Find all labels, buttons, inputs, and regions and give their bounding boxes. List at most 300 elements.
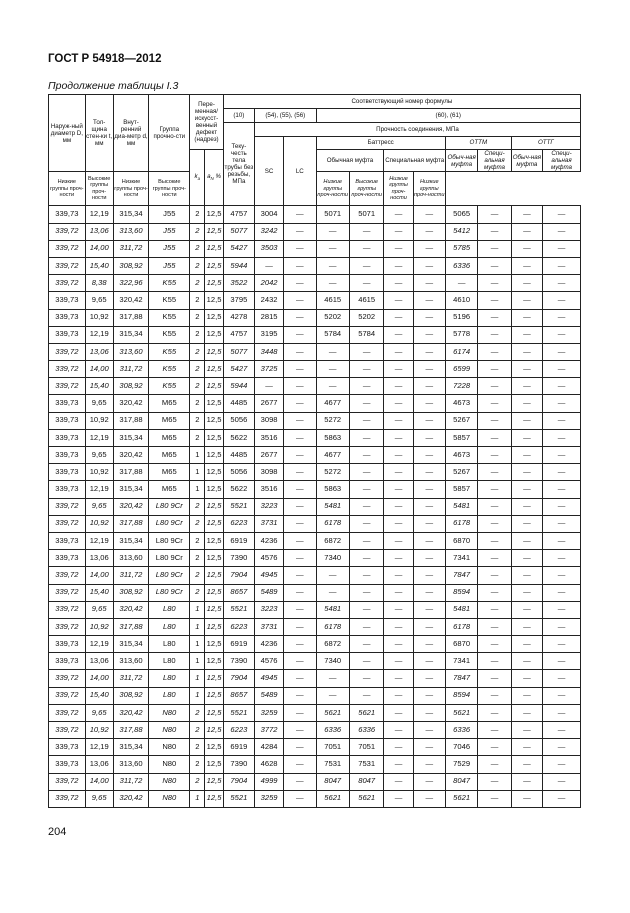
table-row [49,206,581,223]
table-cell: 12,5 [205,670,223,687]
table-cell: 6919 [223,636,254,653]
table-cell: 3259 [255,790,284,807]
table-cell: 8047 [445,773,477,790]
table-cell: — [384,756,413,773]
table-cell: 2 [190,275,205,292]
table-cell: — [543,670,581,687]
table-cell: 339,73 [49,636,86,653]
table-cell: 4945 [255,670,284,687]
table-cell: — [384,722,413,739]
table-row [49,275,581,292]
table-cell: 339,72 [49,361,86,378]
table-cell: L80 [149,618,190,635]
table-cell: 7051 [316,739,349,756]
table-cell: — [349,240,384,257]
table-cell: — [255,378,284,395]
table-cell: — [384,584,413,601]
table-cell: 1 [190,670,205,687]
table-cell: L80 9Cr [149,498,190,515]
table-cell: — [349,464,384,481]
table-cell: — [478,206,511,223]
table-cell: — [478,412,511,429]
table-cell: — [316,275,349,292]
document-title: ГОСТ Р 54918—2012 [48,53,162,65]
table-cell: N80 [149,704,190,721]
table-cell: — [478,567,511,584]
table-cell: 9,65 [85,447,113,464]
table-cell: 12,5 [205,378,223,395]
table-row [49,653,581,670]
table-cell: — [384,550,413,567]
table-cell: 13,06 [85,756,113,773]
table-cell: 339,73 [49,481,86,498]
table-cell: — [478,636,511,653]
table-cell: 2677 [255,395,284,412]
table-cell: 3098 [255,464,284,481]
table-cell: 4236 [255,636,284,653]
table-cell: — [413,515,445,532]
table-row [49,618,581,635]
table-cell: 2 [190,773,205,790]
table-cell: 7904 [223,567,254,584]
table-cell: — [349,618,384,635]
table-cell: — [543,601,581,618]
table-cell: — [284,361,316,378]
table-cell: 5521 [223,790,254,807]
table-cell: 317,88 [113,412,149,429]
table-cell: 7340 [316,550,349,567]
table-cell: — [349,498,384,515]
table-cell: 339,72 [49,618,86,635]
table-cell: — [511,395,542,412]
table-cell: — [413,464,445,481]
table-cell: — [478,756,511,773]
table-cell: — [413,722,445,739]
table-cell: 12,5 [205,309,223,326]
table-row [49,704,581,721]
table-cell: 4284 [255,739,284,756]
table-cell: — [478,722,511,739]
table-cell: 5077 [223,223,254,240]
table-cell: — [284,584,316,601]
table-cell: — [478,601,511,618]
table-cell: — [478,361,511,378]
table-cell: 339,72 [49,223,86,240]
table-cell: — [284,670,316,687]
table-cell: 6919 [223,532,254,549]
table-cell: 9,65 [85,395,113,412]
table-cell: M65 [149,481,190,498]
table-cell: 322,96 [113,275,149,292]
table-cell: 7228 [445,378,477,395]
table-cell: 9,65 [85,292,113,309]
table-cell: — [349,515,384,532]
table-cell: — [413,532,445,549]
buttress-normal-coupling: Обычная муфта [316,150,384,172]
table-cell: 12,5 [205,447,223,464]
table-cell: 12,5 [205,584,223,601]
table-cell: — [284,653,316,670]
table-cell: — [384,687,413,704]
table-cell: 15,40 [85,378,113,395]
table-cell: — [543,584,581,601]
table-cell: 4945 [255,567,284,584]
table-cell: 7847 [445,567,477,584]
table-cell: 1 [190,464,205,481]
table-cell: 339,73 [49,326,86,343]
table-cell: — [478,292,511,309]
table-cell: 4673 [445,395,477,412]
table-cell: — [511,567,542,584]
table-cell: — [284,636,316,653]
table-row [49,292,581,309]
table-cell: — [413,773,445,790]
table-cell: 5071 [349,206,384,223]
table-cell: — [543,257,581,274]
table-cell: — [384,447,413,464]
strength-header: Прочность соединения, МПа [255,123,581,137]
table-cell: — [478,447,511,464]
table-cell: 3795 [223,292,254,309]
table-row [49,343,581,360]
table-cell: — [478,257,511,274]
table-cell: — [413,636,445,653]
table-cell: — [478,395,511,412]
table-cell: — [349,687,384,704]
table-cell: 15,40 [85,584,113,601]
table-cell: — [349,532,384,549]
table-cell: 6178 [445,618,477,635]
table-cell: — [284,395,316,412]
table-cell: 313,60 [113,550,149,567]
table-cell: L80 9Cr [149,567,190,584]
table-cell: — [511,670,542,687]
table-cell: — [413,240,445,257]
table-cell: 12,5 [205,756,223,773]
table-cell: 4628 [255,756,284,773]
table-cell: K55 [149,275,190,292]
table-cell: — [284,739,316,756]
table-cell: 3098 [255,412,284,429]
table-cell: — [284,550,316,567]
table-cell: 5272 [316,464,349,481]
table-cell: 4757 [223,326,254,343]
table-cell: 8594 [445,584,477,601]
table-cell: 1 [190,790,205,807]
table-cell: — [349,343,384,360]
table-cell: — [349,257,384,274]
table-cell: 5481 [316,601,349,618]
table-cell: 7051 [349,739,384,756]
table-cell: 8657 [223,687,254,704]
table-cell: 308,92 [113,584,149,601]
table-cell: 5621 [316,790,349,807]
table-cell: 2 [190,756,205,773]
table-cell: 320,42 [113,704,149,721]
table-cell: 315,34 [113,326,149,343]
table-cell: N80 [149,739,190,756]
table-cell: — [478,223,511,240]
table-cell: J55 [149,240,190,257]
table-cell: 313,60 [113,343,149,360]
table-cell: 2 [190,429,205,446]
table-cell: — [511,773,542,790]
table-cell: 4485 [223,395,254,412]
table-row [49,532,581,549]
table-cell: 4615 [316,292,349,309]
table-cell: — [511,309,542,326]
table-row [49,412,581,429]
table-cell: — [384,704,413,721]
table-cell: L80 [149,687,190,704]
table-cell: 2 [190,567,205,584]
table-cell: 12,5 [205,292,223,309]
table-cell: — [543,790,581,807]
table-cell: — [349,378,384,395]
table-cell: 12,5 [205,567,223,584]
table-cell: L80 [149,670,190,687]
table-cell: — [478,343,511,360]
table-row [49,429,581,446]
table-cell: — [543,223,581,240]
table-cell: 3772 [255,722,284,739]
table-cell: — [384,429,413,446]
table-cell: — [384,292,413,309]
table-cell: 317,88 [113,722,149,739]
table-cell: 12,5 [205,618,223,635]
table-cell: — [543,206,581,223]
table-cell: 339,72 [49,790,86,807]
table-cell: — [349,584,384,601]
table-cell: 5621 [349,790,384,807]
table-cell: — [284,257,316,274]
table-cell: J55 [149,257,190,274]
table-cell: — [284,498,316,515]
table-cell: 2677 [255,447,284,464]
buttress-special-low: Низкие группы проч-ности [113,172,149,206]
table-cell: — [478,464,511,481]
table-cell: 10,92 [85,515,113,532]
table-cell: K55 [149,343,190,360]
table-cell: — [543,429,581,446]
ottg-normal-low: Низкие группы проч-ности [384,172,413,206]
table-cell: 339,72 [49,670,86,687]
table-cell: 5489 [255,687,284,704]
table-cell: 2 [190,326,205,343]
table-cell: — [445,275,477,292]
table-cell: — [413,326,445,343]
table-cell: 6336 [445,722,477,739]
table-cell: 12,5 [205,429,223,446]
table-cell: 339,72 [49,240,86,257]
table-cell: 1 [190,601,205,618]
table-cell: — [413,790,445,807]
table-cell: 12,5 [205,704,223,721]
table-cell: 6178 [445,515,477,532]
col-yield: Теку-честь тела трубы без резьбы, МПа [223,123,254,206]
table-cell: 3516 [255,481,284,498]
table-cell: 3242 [255,223,284,240]
table-cell: — [543,636,581,653]
table-cell: 3731 [255,515,284,532]
table-cell: 313,60 [113,223,149,240]
table-cell: 5622 [223,429,254,446]
table-cell: 13,06 [85,550,113,567]
table-cell: 6336 [445,257,477,274]
table-cell: — [543,275,581,292]
table-cell: — [349,601,384,618]
table-cell: — [384,464,413,481]
table-cell: 7390 [223,756,254,773]
table-cell: 308,92 [113,257,149,274]
table-cell: 12,19 [85,206,113,223]
table-cell: — [543,326,581,343]
table-cell: 3731 [255,618,284,635]
table-cell: 12,19 [85,739,113,756]
table-cell: 5489 [255,584,284,601]
table-cell: — [478,481,511,498]
table-cell: 12,5 [205,223,223,240]
table-cell: — [413,653,445,670]
table-row [49,567,581,584]
table-cell: M65 [149,412,190,429]
table-cell: — [543,756,581,773]
buttress-header: Баттресс [316,137,445,150]
table-cell: — [478,532,511,549]
table-cell: — [349,670,384,687]
table-cell: — [316,223,349,240]
table-cell: — [478,550,511,567]
table-cell: 12,5 [205,275,223,292]
table-cell: 4610 [445,292,477,309]
table-cell: — [413,739,445,756]
page-number: 204 [48,826,67,838]
table-cell: — [384,515,413,532]
table-cell: — [413,704,445,721]
table-cell: 3223 [255,601,284,618]
table-cell: — [543,532,581,549]
table-cell: 12,5 [205,790,223,807]
table-cell: 339,72 [49,601,86,618]
table-cell: 339,73 [49,309,86,326]
table-cell: 12,19 [85,326,113,343]
table-cell: 2 [190,223,205,240]
buttress-normal-high: Высокие группы проч-ности [85,172,113,206]
table-cell: 339,72 [49,257,86,274]
table-cell: 4485 [223,447,254,464]
table-cell: 8047 [316,773,349,790]
table-cell: — [384,257,413,274]
table-cell: — [284,515,316,532]
table-cell: — [478,326,511,343]
table-cell: 6872 [316,636,349,653]
table-cell: K55 [149,326,190,343]
table-cell: 7340 [316,653,349,670]
table-cell: — [511,257,542,274]
table-cell: — [316,378,349,395]
table-cell: 4677 [316,395,349,412]
table-cell: 4576 [255,550,284,567]
col-an: $a_N$ % [205,150,223,206]
table-row [49,223,581,240]
table-cell: 2 [190,240,205,257]
table-cell: 339,72 [49,704,86,721]
table-cell: 12,5 [205,361,223,378]
table-cell: — [413,223,445,240]
table-cell: 339,73 [49,532,86,549]
table-cell: — [478,240,511,257]
table-cell: 339,72 [49,498,86,515]
table-cell: — [511,532,542,549]
table-cell: — [511,515,542,532]
table-cell: 14,00 [85,240,113,257]
table-cell: 2042 [255,275,284,292]
table-cell: — [284,567,316,584]
table-cell: — [511,790,542,807]
ottm-special-high: Высокие группы проч-ности [349,172,384,206]
table-cell: — [349,429,384,446]
table-cell: 12,5 [205,653,223,670]
table-cell: 8,38 [85,275,113,292]
table-cell: — [284,773,316,790]
table-cell: 2 [190,257,205,274]
table-cell: 315,34 [113,636,149,653]
ottg-special-low: Низкие группы проч-ности [413,172,445,206]
table-row [49,722,581,739]
table-cell: — [478,515,511,532]
table-cell: — [284,687,316,704]
table-cell: — [349,395,384,412]
table-cell: 311,72 [113,670,149,687]
table-cell: 12,5 [205,481,223,498]
table-cell: — [384,532,413,549]
table-cell: — [316,584,349,601]
table-cell: — [284,704,316,721]
table-cell: 1 [190,481,205,498]
table-cell: 6174 [445,343,477,360]
table-cell: 12,5 [205,739,223,756]
table-cell: 2 [190,532,205,549]
table-cell: — [413,670,445,687]
table-cell: 5196 [445,309,477,326]
table-cell: 5621 [445,704,477,721]
table-cell: — [543,739,581,756]
table-cell: — [413,275,445,292]
table-cell: — [543,447,581,464]
table-cell: 5521 [223,704,254,721]
table-cell: 12,5 [205,326,223,343]
table-cell: 339,73 [49,206,86,223]
table-cell: 12,5 [205,498,223,515]
table-cell: — [543,687,581,704]
table-cell: 12,19 [85,481,113,498]
table-cell: 4757 [223,206,254,223]
table-cell: 2 [190,292,205,309]
table-cell: — [384,670,413,687]
table-cell: — [543,395,581,412]
table-cell: 6336 [349,722,384,739]
table-cell: 8594 [445,687,477,704]
table-cell: 7904 [223,773,254,790]
formula-group-header: Соответствующий номер формулы [223,95,580,109]
table-row [49,670,581,687]
table-cell: 3259 [255,704,284,721]
table-cell: 5521 [223,498,254,515]
table-cell: 14,00 [85,567,113,584]
table-cell: — [384,790,413,807]
table-cell: 339,72 [49,584,86,601]
table-cell: — [511,343,542,360]
